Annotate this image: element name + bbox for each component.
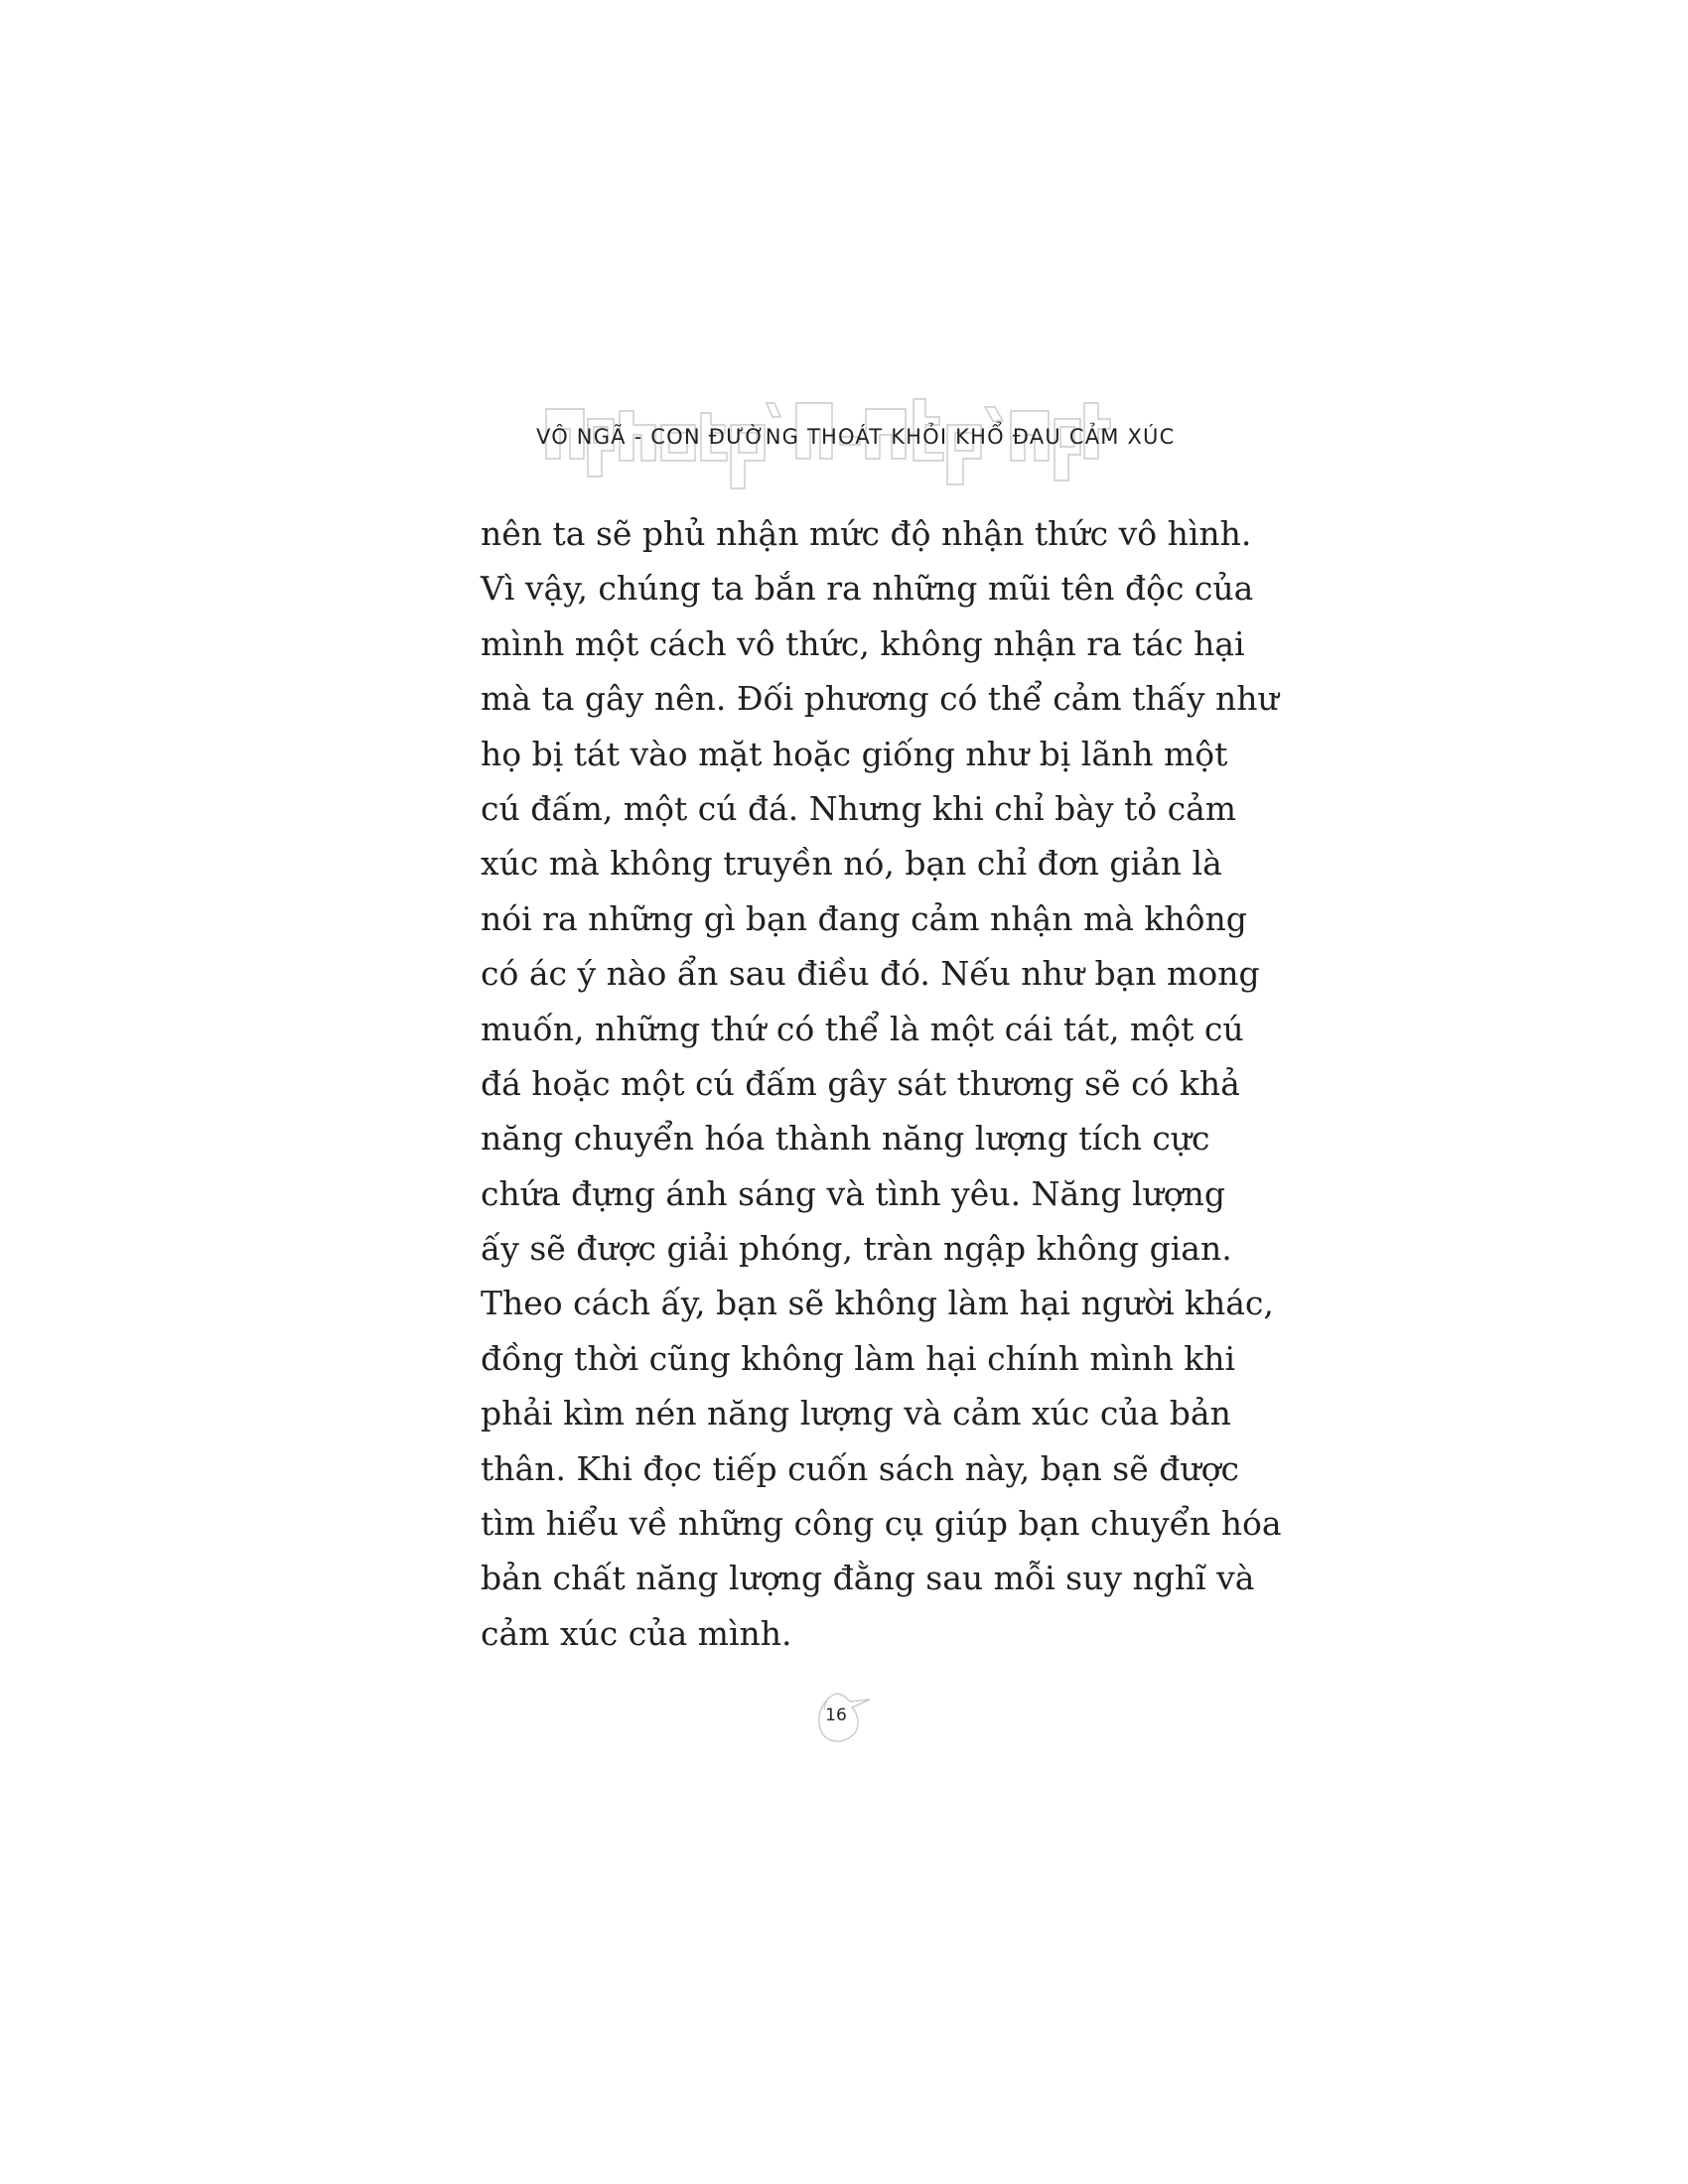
text-line: ấy sẽ được giải phóng, tràn ngập không gian.	[481, 1229, 1232, 1269]
text-line: Theo cách ấy, bạn sẽ không làm hại người khác,	[481, 1284, 1274, 1323]
text-line: mình một cách vô thức, không nhận ra tác hại	[481, 623, 1245, 663]
text-line: cảm xúc của mình.	[481, 1613, 792, 1653]
text-line: bản chất năng lượng đằng sau mỗi suy nghĩ và	[481, 1559, 1255, 1598]
text-line: họ bị tát vào mặt hoặc giống như bị lãnh một	[481, 734, 1228, 773]
text-line: có ác ý nào ẩn sau điều đó. Nếu như bạn mong	[481, 954, 1260, 994]
text-line: đá hoặc một cú đấm gây sát thương sẽ có khả	[481, 1063, 1240, 1103]
text-line: tìm hiểu về những công cụ giúp bạn chuyển hóa	[481, 1504, 1282, 1544]
text-line: đồng thời cũng không làm hại chính mình khi	[481, 1338, 1236, 1378]
text-line: chứa đựng ánh sáng và tình yêu. Năng lượng	[481, 1173, 1226, 1213]
text-line: nói ra những gì bạn đang cảm nhận mà không	[481, 898, 1247, 938]
text-line: cú đấm, một cú đá. Nhưng khi chỉ bày tỏ cảm	[481, 788, 1237, 828]
text-line: xúc mà không truyền nó, bạn chỉ đơn giản là	[481, 844, 1222, 884]
text-line: Vì vậy, chúng ta bắn ra những mũi tên độc của	[481, 569, 1254, 609]
text-line: nên ta sẽ phủ nhận mức độ nhận thức vô hình.	[481, 514, 1252, 553]
text-line: mà ta gây nên. Đối phương có thể cảm thấy như	[481, 679, 1279, 719]
text-line: thân. Khi đọc tiếp cuốn sách này, bạn sẽ được	[481, 1448, 1239, 1488]
text-line: năng chuyển hóa thành năng lượng tích cực	[481, 1119, 1210, 1159]
text-line: muốn, những thứ có thể là một cái tát, một cú	[481, 1009, 1244, 1048]
page-number-footer	[806, 1688, 872, 1747]
running-header-title: VÔ NGÃ - CON ĐƯỜNG THOÁT KHỎI KHỔ ĐAU CẢM XÚC	[536, 425, 1176, 449]
running-header	[536, 389, 1176, 498]
body-paragraph	[481, 506, 1282, 1661]
text-line: phải kìm nén năng lượng và cảm xúc của bản	[481, 1394, 1231, 1433]
page-number: 16	[825, 1706, 847, 1725]
